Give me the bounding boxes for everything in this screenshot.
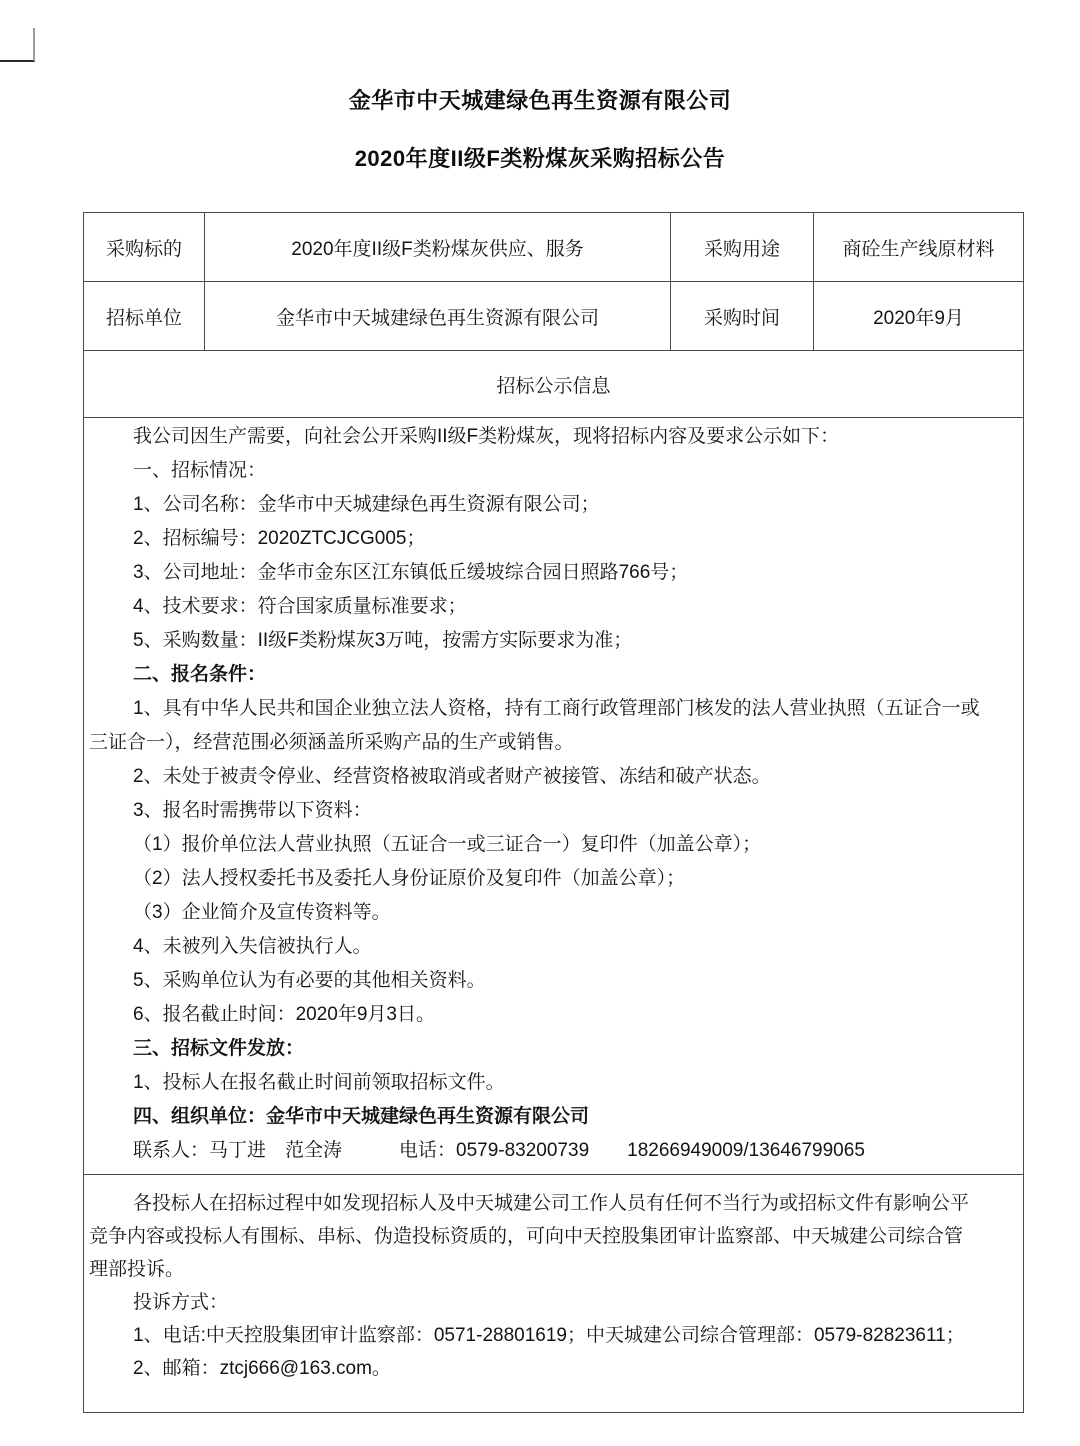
- tender-unit-label: 招标单位: [84, 282, 205, 351]
- announcement-text-line: 三、招标文件发放：: [133, 1038, 305, 1059]
- tender-unit-value: 金华市中天城建绿色再生资源有限公司: [205, 282, 671, 351]
- announcement-text-line: （1）报价单位法人营业执照（五证合一或三证合一）复印件（加盖公章）；: [133, 834, 762, 855]
- complaint-section: [84, 1175, 1024, 1413]
- announcement-text-line: 1、投标人在报名截止时间前领取招标文件。: [133, 1072, 505, 1093]
- page-corner-mark: [0, 28, 35, 62]
- procurement-use-label: 采购用途: [671, 213, 814, 282]
- procurement-time-label: 采购时间: [671, 282, 814, 351]
- announcement-text-line: 一、招标情况：: [133, 460, 267, 481]
- procurement-subject-label: 采购标的: [84, 213, 205, 282]
- procurement-use-value: 商砼生产线原材料: [814, 213, 1024, 282]
- announcement-text-line: 二、报名条件：: [133, 664, 267, 685]
- procurement-time-value: 2020年9月: [814, 282, 1024, 351]
- complaint-text-line: 2、邮箱：ztcj666@163.com。: [133, 1358, 391, 1379]
- section-header-tender-publicity: 招标公示信息: [84, 351, 1024, 418]
- complaint-text-line: 各投标人在招标过程中如发现招标人及中天城建公司工作人员有任何不当行为或招标文件有影响公平: [133, 1193, 970, 1214]
- complaint-text-line: 投诉方式：: [133, 1292, 229, 1313]
- announcement-text-line: 4、未被列入失信被执行人。: [133, 936, 372, 957]
- announcement-text-line: 3、公司地址：金华市金东区江东镇低丘缓坡综合园日照路766号；: [133, 562, 689, 583]
- complaint-text-line: 竞争内容或投标人有围标、串标、伪造投标资质的，可向中天控股集团审计监察部、中天城建公司综合管: [89, 1226, 964, 1247]
- table-row: [84, 282, 1024, 351]
- table-row: [84, 351, 1024, 418]
- document-subtitle: 2020年度II级F类粉煤灰采购招标公告: [354, 146, 726, 171]
- announcement-text-line: 2、招标编号：2020ZTCJCG005；: [133, 528, 426, 549]
- announcement-text-line: 4、技术要求：符合国家质量标准要求；: [133, 596, 467, 617]
- announcement-text-line: 联系人：马丁进 范全涛 电话：0579-83200739 18266949009/13646799065: [133, 1140, 865, 1161]
- announcement-text-line: （3）企业简介及宣传资料等。: [133, 902, 391, 923]
- tender-info-table: [83, 212, 1024, 1413]
- table-row: [84, 213, 1024, 282]
- announcement-text-line: 2、未处于被责令停业、经营资格被取消或者财产被接管、冻结和破产状态。: [133, 766, 771, 787]
- table-row: [84, 1175, 1024, 1413]
- announcement-body: [84, 418, 1024, 1175]
- announcement-text-line: 5、采购单位认为有必要的其他相关资料。: [133, 970, 486, 991]
- announcement-text-line: 1、公司名称：金华市中天城建绿色再生资源有限公司；: [133, 494, 600, 515]
- announcement-text-line: 6、报名截止时间：2020年9月3日。: [133, 1004, 435, 1025]
- announcement-text-line: 3、报名时需携带以下资料：: [133, 800, 372, 821]
- complaint-text-line: 理部投诉。: [89, 1259, 185, 1280]
- announcement-text-line: （2）法人授权委托书及委托人身份证原价及复印件（加盖公章）；: [133, 868, 686, 889]
- announcement-text-line: 三证合一），经营范围必须涵盖所采购产品的生产或销售。: [89, 732, 574, 753]
- document-title: 金华市中天城建绿色再生资源有限公司: [348, 88, 732, 113]
- announcement-text-line: 5、采购数量：II级F类粉煤灰3万吨，按需方实际要求为准；: [133, 630, 633, 651]
- announcement-text-line: 我公司因生产需要，向社会公开采购II级F类粉煤灰，现将招标内容及要求公示如下：: [133, 426, 840, 447]
- table-row: [84, 418, 1024, 1175]
- procurement-subject-value: 2020年度II级F类粉煤灰供应、服务: [205, 213, 671, 282]
- announcement-text-line: 1、具有中华人民共和国企业独立法人资格，持有工商行政管理部门核发的法人营业执照（五证合一或: [133, 698, 980, 719]
- complaint-text-line: 1、电话:中天控股集团审计监察部：0571-28801619；中天城建公司综合管理部：0579-82823611；: [133, 1325, 965, 1346]
- announcement-text-line: 四、组织单位：金华市中天城建绿色再生资源有限公司: [133, 1106, 590, 1127]
